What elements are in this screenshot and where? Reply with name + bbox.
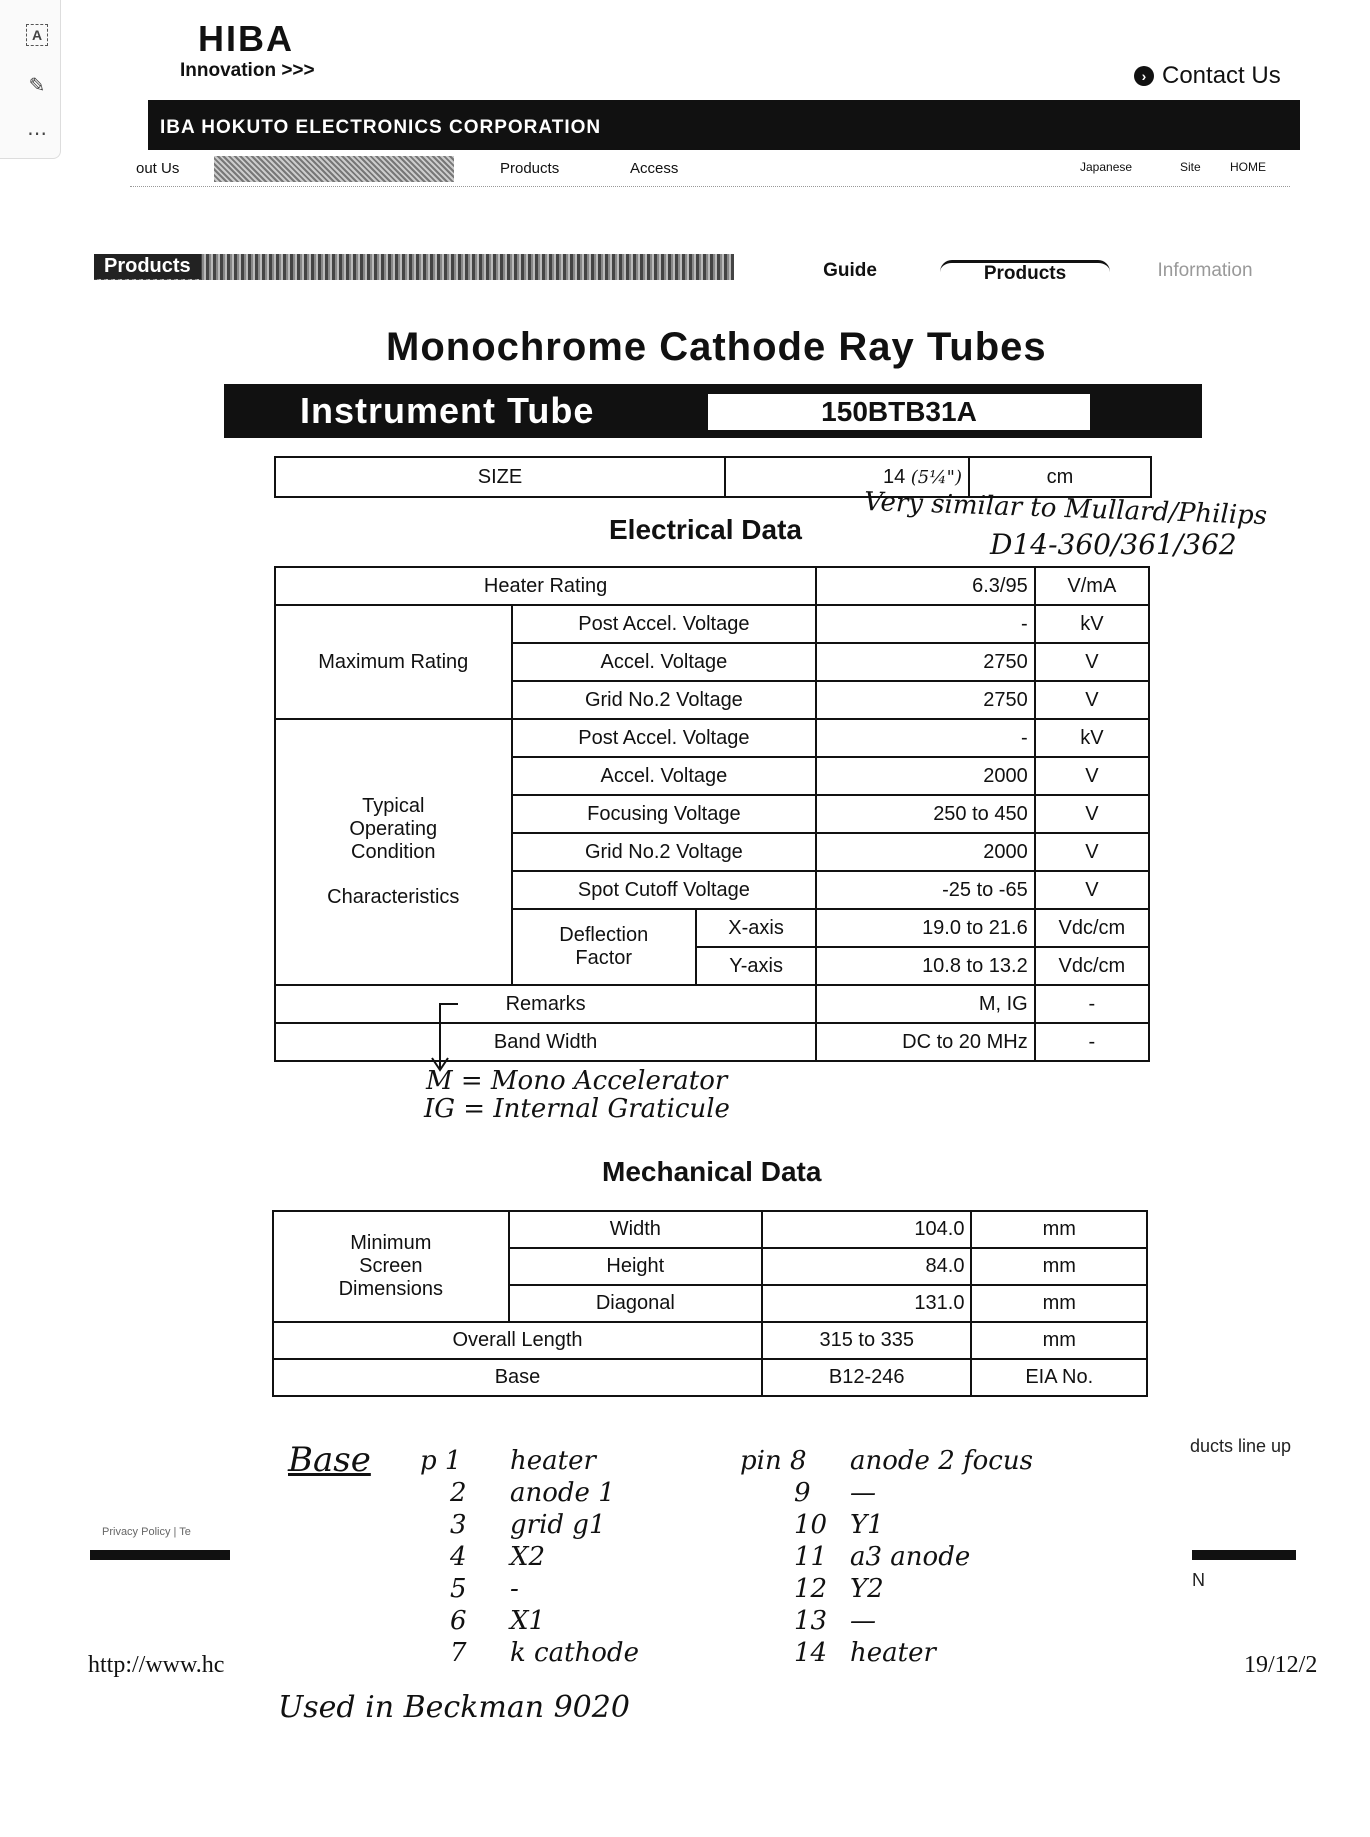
- deflection-x-label: X-axis: [696, 909, 816, 947]
- nav-products[interactable]: Products: [500, 160, 560, 177]
- tab-information[interactable]: Information: [1157, 260, 1253, 281]
- tab-products[interactable]: Products: [940, 260, 1110, 285]
- contact-icon: ›: [1134, 66, 1154, 86]
- deflection-x-value: 19.0 to 21.6: [816, 909, 1035, 947]
- deflection-factor-text: Deflection Factor: [559, 924, 649, 969]
- heater-rating-value: 6.3/95: [816, 567, 1035, 605]
- typ-grid2-label: Grid No.2 Voltage: [512, 833, 817, 871]
- electrical-table: [274, 566, 1150, 1062]
- pin-row: p 1 heater: [420, 1446, 596, 1476]
- date-fragment: 19/12/2: [1244, 1652, 1318, 1678]
- size-label: SIZE: [275, 457, 725, 497]
- heater-rating-label: Heater Rating: [275, 567, 816, 605]
- bandwidth-label: Band Width: [275, 1023, 816, 1061]
- pin-row: 14 heater: [794, 1638, 936, 1668]
- nav-site[interactable]: Site: [1180, 160, 1201, 174]
- min-screen-label: [273, 1211, 509, 1322]
- pin-row: 3 grid g1: [450, 1510, 606, 1540]
- base-unit: EIA No.: [971, 1359, 1147, 1396]
- size-annotation: (5¼"): [910, 466, 962, 488]
- typ-accel-label: Accel. Voltage: [512, 757, 817, 795]
- base-label: Base: [273, 1359, 762, 1396]
- max-rating-group-label: Maximum Rating: [275, 605, 512, 719]
- footer-bar-left: [90, 1550, 230, 1560]
- width-label: Width: [509, 1211, 762, 1248]
- electrical-data-title: Electrical Data: [609, 514, 802, 545]
- typ-focus-label: Focusing Voltage: [512, 795, 817, 833]
- max-post-accel-unit: kV: [1035, 605, 1149, 643]
- pinout-left-list: [420, 1446, 700, 1670]
- pin-row: 11 a3 anode: [794, 1542, 971, 1572]
- remarks-unit: -: [1035, 985, 1149, 1023]
- deflection-factor-label: [512, 909, 696, 985]
- company-banner: IBA HOKUTO ELECTRONICS CORPORATION: [148, 100, 1300, 150]
- company-logo: HIBA: [198, 18, 294, 59]
- width-value: 104.0: [762, 1211, 971, 1248]
- deflection-x-unit: Vdc/cm: [1035, 909, 1149, 947]
- footer-bar-right: [1192, 1550, 1296, 1560]
- max-post-accel-label: Post Accel. Voltage: [512, 605, 817, 643]
- bandwidth-value: DC to 20 MHz: [816, 1023, 1035, 1061]
- pin-row: 9 —: [794, 1478, 876, 1508]
- overall-length-unit: mm: [971, 1322, 1147, 1359]
- top-nav: [130, 156, 1290, 187]
- remarks-value: M, IG: [816, 985, 1035, 1023]
- nav-about-us[interactable]: out Us: [136, 160, 180, 177]
- viewer-toolbar: [0, 0, 61, 159]
- tagline: Innovation >>>: [180, 60, 315, 81]
- typical-group-label: [275, 719, 512, 985]
- max-post-accel-value: -: [816, 605, 1035, 643]
- handwritten-used-in: Used in Beckman 9020: [278, 1690, 630, 1725]
- typ-accel-value: 2000: [816, 757, 1035, 795]
- handwritten-arrow: [430, 998, 470, 1076]
- sub-tabs: [740, 248, 1280, 288]
- deflection-y-value: 10.8 to 13.2: [816, 947, 1035, 985]
- typ-grid2-value: 2000: [816, 833, 1035, 871]
- mechanical-table: [272, 1210, 1148, 1397]
- overall-length-label: Overall Length: [273, 1322, 762, 1359]
- base-value: B12-246: [762, 1359, 971, 1396]
- nav-home[interactable]: HOME: [1230, 160, 1266, 174]
- heater-rating-unit: V/mA: [1035, 567, 1149, 605]
- pin-row: 10 Y1: [794, 1510, 884, 1540]
- handwritten-base-title: Base: [288, 1440, 371, 1480]
- max-grid2-value: 2750: [816, 681, 1035, 719]
- deflection-y-label: Y-axis: [696, 947, 816, 985]
- height-label: Height: [509, 1248, 762, 1285]
- pin-row: 5 -: [450, 1574, 519, 1604]
- section-tab-label: Products: [94, 254, 201, 279]
- products-lineup-fragment: ducts line up: [1190, 1436, 1292, 1456]
- handwritten-remark-ig: IG = Internal Graticule: [424, 1094, 730, 1124]
- pin-row: 13 —: [794, 1606, 876, 1636]
- handwritten-similar-note: Very similar to Mullard/Philips: [863, 486, 1268, 532]
- height-value: 84.0: [762, 1248, 971, 1285]
- typ-post-accel-value: -: [816, 719, 1035, 757]
- privacy-fragment: Privacy Policy | Te: [102, 1526, 191, 1538]
- typ-post-accel-unit: kV: [1035, 719, 1149, 757]
- size-value: 14: [882, 465, 906, 488]
- remarks-label: Remarks: [275, 985, 816, 1023]
- width-unit: mm: [971, 1211, 1147, 1248]
- tab-guide[interactable]: Guide: [823, 260, 877, 281]
- pin-row: 12 Y2: [794, 1574, 884, 1604]
- n-fragment: N: [1192, 1570, 1205, 1590]
- typ-cutoff-unit: V: [1035, 871, 1149, 909]
- tube-type-label: Instrument Tube: [300, 390, 595, 431]
- pin-row: 4 X2: [450, 1542, 546, 1572]
- typ-focus-unit: V: [1035, 795, 1149, 833]
- typ-post-accel-label: Post Accel. Voltage: [512, 719, 817, 757]
- bandwidth-unit: -: [1035, 1023, 1149, 1061]
- contact-us-label: Contact Us: [1162, 62, 1281, 89]
- diagonal-value: 131.0: [762, 1285, 971, 1322]
- handwritten-equivalents: D14-360/361/362: [990, 528, 1237, 561]
- max-grid2-label: Grid No.2 Voltage: [512, 681, 817, 719]
- min-screen-text: Minimum Screen Dimensions: [338, 1232, 444, 1300]
- text-select-icon[interactable]: A: [20, 20, 54, 50]
- tube-model: 150BTB31A: [706, 392, 1092, 432]
- typ-grid2-unit: V: [1035, 833, 1149, 871]
- pin-row: 7 k cathode: [450, 1638, 639, 1668]
- typ-cutoff-value: -25 to -65: [816, 871, 1035, 909]
- typ-cutoff-label: Spot Cutoff Voltage: [512, 871, 817, 909]
- pinout-right-list: [740, 1446, 1080, 1670]
- pin-row: 6 X1: [450, 1606, 546, 1636]
- pin-row: pin 8 anode 2 focus: [740, 1446, 1033, 1476]
- mechanical-data-title: Mechanical Data: [602, 1156, 822, 1187]
- max-accel-label: Accel. Voltage: [512, 643, 817, 681]
- max-accel-unit: V: [1035, 643, 1149, 681]
- pin-row: 2 anode 1: [450, 1478, 615, 1508]
- typical-operating-label: Typical Operating Condition: [349, 795, 438, 863]
- contact-us-link[interactable]: [1134, 62, 1281, 90]
- handwritten-remark-m: M = Mono Accelerator: [426, 1066, 728, 1096]
- page-title: Monochrome Cathode Ray Tubes: [386, 325, 1047, 369]
- size-unit: cm: [969, 457, 1151, 497]
- url-fragment: http://www.hc: [88, 1652, 225, 1678]
- height-unit: mm: [971, 1248, 1147, 1285]
- characteristics-label: Characteristics: [327, 886, 460, 908]
- max-accel-value: 2750: [816, 643, 1035, 681]
- nav-japanese[interactable]: Japanese: [1080, 160, 1133, 174]
- diagonal-label: Diagonal: [509, 1285, 762, 1322]
- typ-focus-value: 250 to 450: [816, 795, 1035, 833]
- nav-access[interactable]: Access: [630, 160, 679, 177]
- max-grid2-unit: V: [1035, 681, 1149, 719]
- deflection-y-unit: Vdc/cm: [1035, 947, 1149, 985]
- section-tab-bar: [94, 254, 734, 280]
- annotate-pen-icon[interactable]: ✎: [28, 74, 46, 97]
- nav-dithered-items[interactable]: [214, 156, 454, 182]
- more-options-icon[interactable]: ⋯: [27, 122, 47, 145]
- overall-length-value: 315 to 335: [762, 1322, 971, 1359]
- typ-accel-unit: V: [1035, 757, 1149, 795]
- diagonal-unit: mm: [971, 1285, 1147, 1322]
